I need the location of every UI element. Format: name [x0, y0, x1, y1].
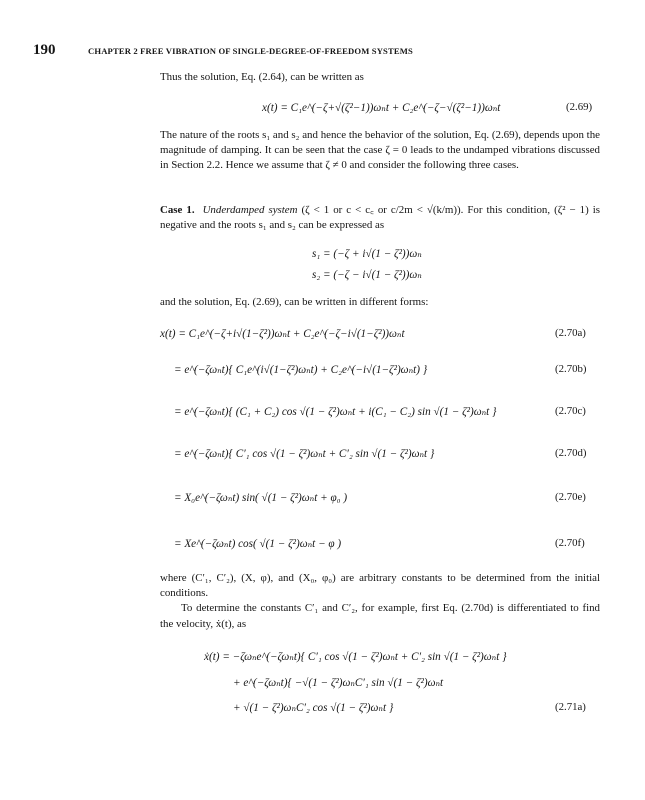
equation-2-71a-line-2: + e^(−ζωₙt){ −√(1 − ζ²)ωₙC′₁ sin √(1 − ζ²)ωₙt	[233, 677, 444, 689]
equation-number-2-70a: (2.70a)	[555, 327, 586, 339]
equation-2-70e: = X₀e^(−ζωₙt) sin( √(1 − ζ²)ωₙt + φ₀ )	[174, 492, 348, 504]
equation-2-70d: = e^(−ζωₙt){ C′₁ cos √(1 − ζ²)ωₙt + C′₂ sin √(1 − ζ²)ωₙt }	[174, 448, 435, 460]
equation-number-2-70f: (2.70f)	[555, 537, 585, 549]
running-title: CHAPTER 2 FREE VIBRATION OF SINGLE-DEGREE-OF-FREEDOM SYSTEMS	[88, 46, 413, 56]
paragraph-intro	[160, 70, 600, 85]
equation-number-2-69: (2.69)	[566, 101, 593, 113]
equation-number-2-70b: (2.70b)	[555, 363, 587, 375]
case-1-paragraph	[160, 203, 600, 233]
paragraph-roots-text: The nature of the roots s₁ and s₂ and hence the behavior of the solution, Eq. (2.69), depends upon the magnitude of damping. It can be seen that the case ζ = 0 leads to the undamped vibrations discussed in Section 2.2. Hence we assume that ζ ≠ 0 and consider the following three cases.	[160, 129, 600, 172]
case-1-label: Case 1.	[160, 204, 195, 216]
paragraph-constants	[160, 571, 600, 632]
case-1-title: Underdamped system	[202, 204, 298, 216]
equation-number-2-70e: (2.70e)	[555, 491, 586, 503]
page-number: 190	[33, 42, 56, 58]
paragraph-velocity-text: To determine the constants C′₁ and C′₂, for example, first Eq. (2.70d) is differentiated to find the velocity, ẋ(t), as	[160, 602, 600, 630]
equation-s2: s₂ = (−ζ − i√(1 − ζ²))ωₙ	[312, 269, 422, 281]
case-1-text	[160, 203, 600, 233]
paragraph-constants-text: where (C′₁, C′₂), (X, φ), and (X₀, φ₀) are arbitrary constants to be determined from the initial conditions.	[160, 572, 600, 600]
equation-2-70f: = Xe^(−ζωₙt) cos( √(1 − ζ²)ωₙt − φ )	[174, 538, 342, 550]
equation-2-69: x(t) = C₁e^(−ζ+√(ζ²−1))ωₙt + C₂e^(−ζ−√(ζ²−1))ωₙt	[262, 102, 501, 114]
equation-2-71a-line-1: ẋ(t) = −ζωₙe^(−ζωₙt){ C′₁ cos √(1 − ζ²)ωₙt + C′₂ sin √(1 − ζ²)ωₙt }	[204, 651, 507, 663]
equation-2-70b: = e^(−ζωₙt){ C₁e^(i√(1−ζ²)ωₙt) + C₂e^(−i√(1−ζ²)ωₙt) }	[174, 364, 428, 376]
paragraph-intro-text: Thus the solution, Eq. (2.64), can be written as	[160, 71, 364, 83]
equation-number-2-71a: (2.71a)	[555, 701, 586, 713]
paragraph-forms	[160, 295, 600, 310]
equation-2-70a: x(t) = C₁e^(−ζ+i√(1−ζ²))ωₙt + C₂e^(−ζ−i√(1−ζ²))ωₙt	[160, 328, 405, 340]
paragraph-roots	[160, 128, 600, 174]
paragraph-forms-text: and the solution, Eq. (2.69), can be written in different forms:	[160, 296, 429, 308]
equation-2-71a-line-3: + √(1 − ζ²)ωₙC′₂ cos √(1 − ζ²)ωₙt }	[233, 702, 394, 714]
equation-2-70c: = e^(−ζωₙt){ (C₁ + C₂) cos √(1 − ζ²)ωₙt + i(C₁ − C₂) sin √(1 − ζ²)ωₙt }	[174, 406, 497, 418]
equation-s1: s₁ = (−ζ + i√(1 − ζ²))ωₙ	[312, 248, 422, 260]
equation-number-2-70c: (2.70c)	[555, 405, 586, 417]
case-1-condition: (ζ < 1 or c < c꜀ or c/2m < √(k/m)). For this condition, (ζ² − 1) is negative and the roots s₁ and s₂ can be expressed as	[160, 204, 600, 232]
equation-number-2-70d: (2.70d)	[555, 447, 587, 459]
